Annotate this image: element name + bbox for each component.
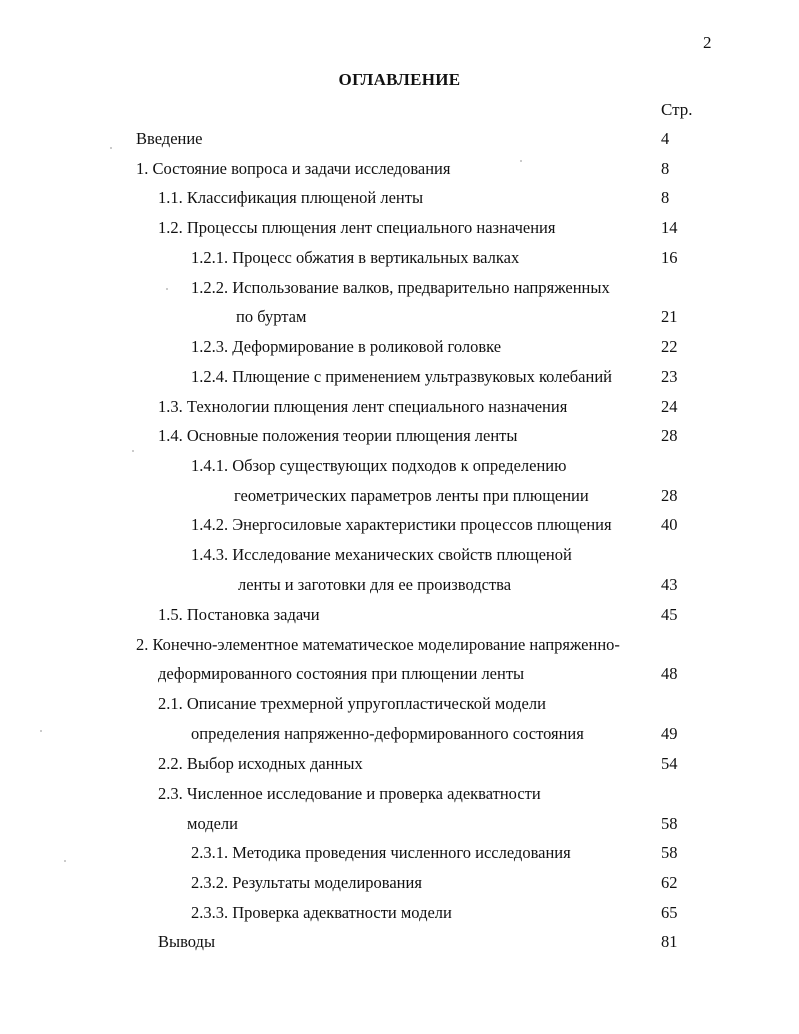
toc-entry-page: 62 xyxy=(661,873,678,892)
toc-entry-text: 1.2.3. Деформирование в роликовой головке xyxy=(191,337,502,356)
toc-entry-text: определения напряженно-деформированного состояния xyxy=(191,724,584,743)
toc-entry-page: 28 xyxy=(661,426,678,445)
toc-entry-page: 24 xyxy=(661,397,678,416)
toc-entry-page: 14 xyxy=(661,218,678,237)
toc-entry-text: 1.3. Технологии плющения лент специального назначения xyxy=(158,397,568,416)
toc-entry-text: 2.2. Выбор исходных данных xyxy=(158,754,363,773)
toc-entry-page: 58 xyxy=(661,814,678,833)
toc-entry-text: 1.4.3. Исследование механических свойств плющеной xyxy=(191,545,572,564)
toc-entry-page: 49 xyxy=(661,724,678,743)
toc-entry-page: 16 xyxy=(661,248,678,267)
toc-entry-text: 1.4.2. Энергосиловые характеристики процессов плющения xyxy=(191,515,612,534)
toc-entry-page: 54 xyxy=(661,754,678,773)
page-column-label: Стр. xyxy=(661,100,693,119)
toc-entry-page: 8 xyxy=(661,188,670,207)
toc-entry-page: 81 xyxy=(661,932,678,951)
toc-entry-page: 58 xyxy=(661,843,678,862)
scan-speck xyxy=(132,450,134,452)
toc-entry-page: 21 xyxy=(661,307,678,326)
toc-entry-text: 1.4.1. Обзор существующих подходов к определению xyxy=(191,456,567,475)
toc-entry-page: 4 xyxy=(661,129,670,148)
toc-entry-text: 2. Конечно-элементное математическое моделирование напряженно- xyxy=(136,635,620,654)
toc-entry-text: 1. Состояние вопроса и задачи исследования xyxy=(136,159,451,178)
toc-entry-text: 2.3.3. Проверка адекватности модели xyxy=(191,903,452,922)
toc-entry-text: 1.1. Классификация плющеной ленты xyxy=(158,188,424,207)
toc-entry-text: ленты и заготовки для ее производства xyxy=(238,575,512,594)
toc-entry-page: 28 xyxy=(661,486,678,505)
scan-speck xyxy=(64,860,66,862)
toc-entry-text: модели xyxy=(187,814,238,833)
toc-entry-text: 1.2.4. Плющение с применением ультразвуковых колебаний xyxy=(191,367,612,386)
scan-speck xyxy=(40,730,42,732)
toc-entry-page: 45 xyxy=(661,605,678,624)
toc-entry-page: 40 xyxy=(661,515,678,534)
toc-entry-text: 2.3.1. Методика проведения численного исследования xyxy=(191,843,571,862)
toc-entry-page: 48 xyxy=(661,664,678,683)
toc-entry-page: 65 xyxy=(661,903,678,922)
scan-speck xyxy=(166,288,168,290)
toc-entry-page: 43 xyxy=(661,575,678,594)
toc-entry-text: 2.3. Численное исследование и проверка адекватности xyxy=(158,784,541,803)
page-title: ОГЛАВЛЕНИЕ xyxy=(338,70,461,89)
toc-entry-text: 1.4. Основные положения теории плющения ленты xyxy=(158,426,518,445)
toc-entry-text: геометрических параметров ленты при плющении xyxy=(234,486,589,505)
toc-entry-text: 1.2. Процессы плющения лент специального назначения xyxy=(158,218,556,237)
toc-entry-page: 8 xyxy=(661,159,670,178)
toc-entry-text: 1.2.1. Процесс обжатия в вертикальных валках xyxy=(191,248,520,267)
toc-entry-text: деформированного состояния при плющении ленты xyxy=(158,664,525,683)
toc-entry-text: по буртам xyxy=(236,307,307,326)
toc-entry-text: 2.3.2. Результаты моделирования xyxy=(191,873,422,892)
scan-speck xyxy=(520,160,522,162)
toc-entry-text: 1.5. Постановка задачи xyxy=(158,605,320,624)
toc-entry-text: Введение xyxy=(136,129,203,148)
toc-entry-text: Выводы xyxy=(158,932,216,951)
toc-entry-page: 22 xyxy=(661,337,678,356)
toc-entry-page: 23 xyxy=(661,367,678,386)
toc-entry-text: 1.2.2. Использование валков, предварительно напряженных xyxy=(191,278,610,297)
page-number: 2 xyxy=(703,33,712,52)
toc-entry-text: 2.1. Описание трехмерной упругопластической модели xyxy=(158,694,546,713)
scan-speck xyxy=(110,147,112,149)
